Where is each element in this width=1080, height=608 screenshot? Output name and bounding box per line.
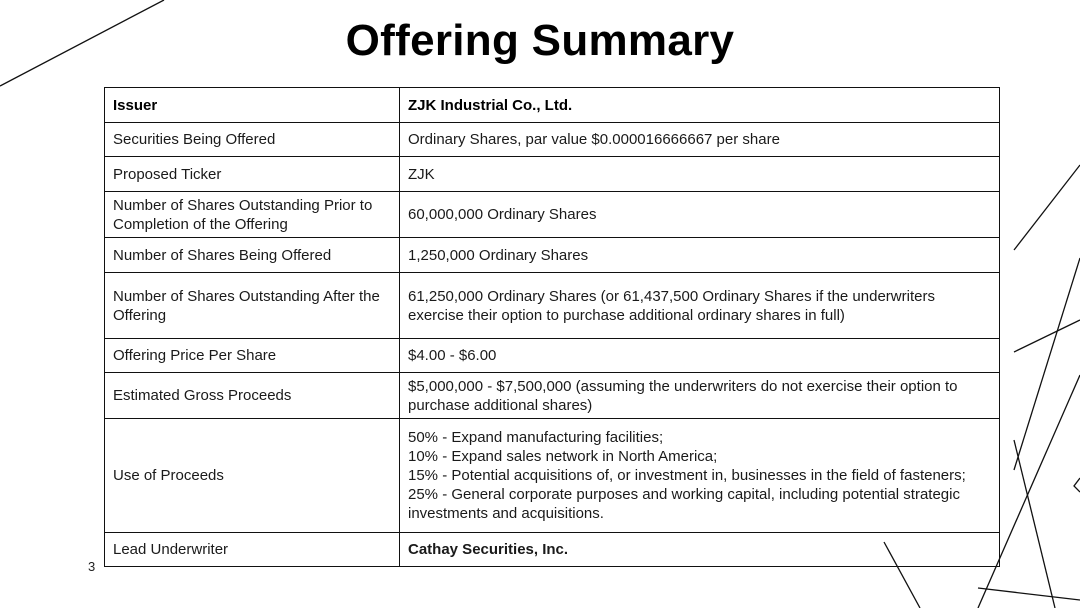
- slide-title: Offering Summary: [345, 16, 735, 65]
- offering-summary-table: [104, 87, 1000, 567]
- proceeds-line: 25% - General corporate purposes and working capital, including potential strategic investments and acquisitions.: [408, 486, 960, 522]
- row-value: $4.00 - $6.00: [400, 339, 1000, 373]
- row-value: [400, 419, 1000, 533]
- row-label: Estimated Gross Proceeds: [105, 373, 400, 419]
- table-row-use-of-proceeds: [105, 419, 1000, 533]
- row-label: Issuer: [105, 88, 400, 123]
- row-label: Offering Price Per Share: [105, 339, 400, 373]
- row-label: Securities Being Offered: [105, 123, 400, 157]
- table-row-securities: [105, 123, 1000, 157]
- row-value: 60,000,000 Ordinary Shares: [400, 192, 1000, 238]
- table-row-shares-prior: [105, 192, 1000, 238]
- row-label: Number of Shares Outstanding After the Offering: [105, 273, 400, 339]
- table-row-shares-after: [105, 273, 1000, 339]
- table-row-offering-price: [105, 339, 1000, 373]
- row-value: ZJK: [400, 157, 1000, 192]
- row-label: Number of Shares Being Offered: [105, 238, 400, 273]
- table-row-ticker: [105, 157, 1000, 192]
- proceeds-line: 15% - Potential acquisitions of, or investment in, businesses in the field of fasteners;: [408, 467, 966, 484]
- row-label: Proposed Ticker: [105, 157, 400, 192]
- row-label: Lead Underwriter: [105, 533, 400, 567]
- table-row-shares-offered: [105, 238, 1000, 273]
- row-value: 61,250,000 Ordinary Shares (or 61,437,500 Ordinary Shares if the underwriters exercise their option to purchase additional ordinary shares in full): [400, 273, 1000, 339]
- proceeds-line: 50% - Expand manufacturing facilities;: [408, 429, 664, 446]
- table-row-lead-underwriter: [105, 533, 1000, 567]
- row-value: $5,000,000 - $7,500,000 (assuming the underwriters do not exercise their option to purchase additional shares): [400, 373, 1000, 419]
- row-value: Ordinary Shares, par value $0.000016666667 per share: [400, 123, 1000, 157]
- table-row-gross-proceeds: [105, 373, 1000, 419]
- row-value: ZJK Industrial Co., Ltd.: [400, 88, 1000, 123]
- table-row-issuer: [105, 88, 1000, 123]
- page-number: 3: [88, 559, 96, 574]
- row-value: Cathay Securities, Inc.: [400, 533, 1000, 567]
- row-value: 1,250,000 Ordinary Shares: [400, 238, 1000, 273]
- row-label: Use of Proceeds: [105, 419, 400, 533]
- row-label: Number of Shares Outstanding Prior to Completion of the Offering: [105, 192, 400, 238]
- proceeds-line: 10% - Expand sales network in North America;: [408, 448, 718, 465]
